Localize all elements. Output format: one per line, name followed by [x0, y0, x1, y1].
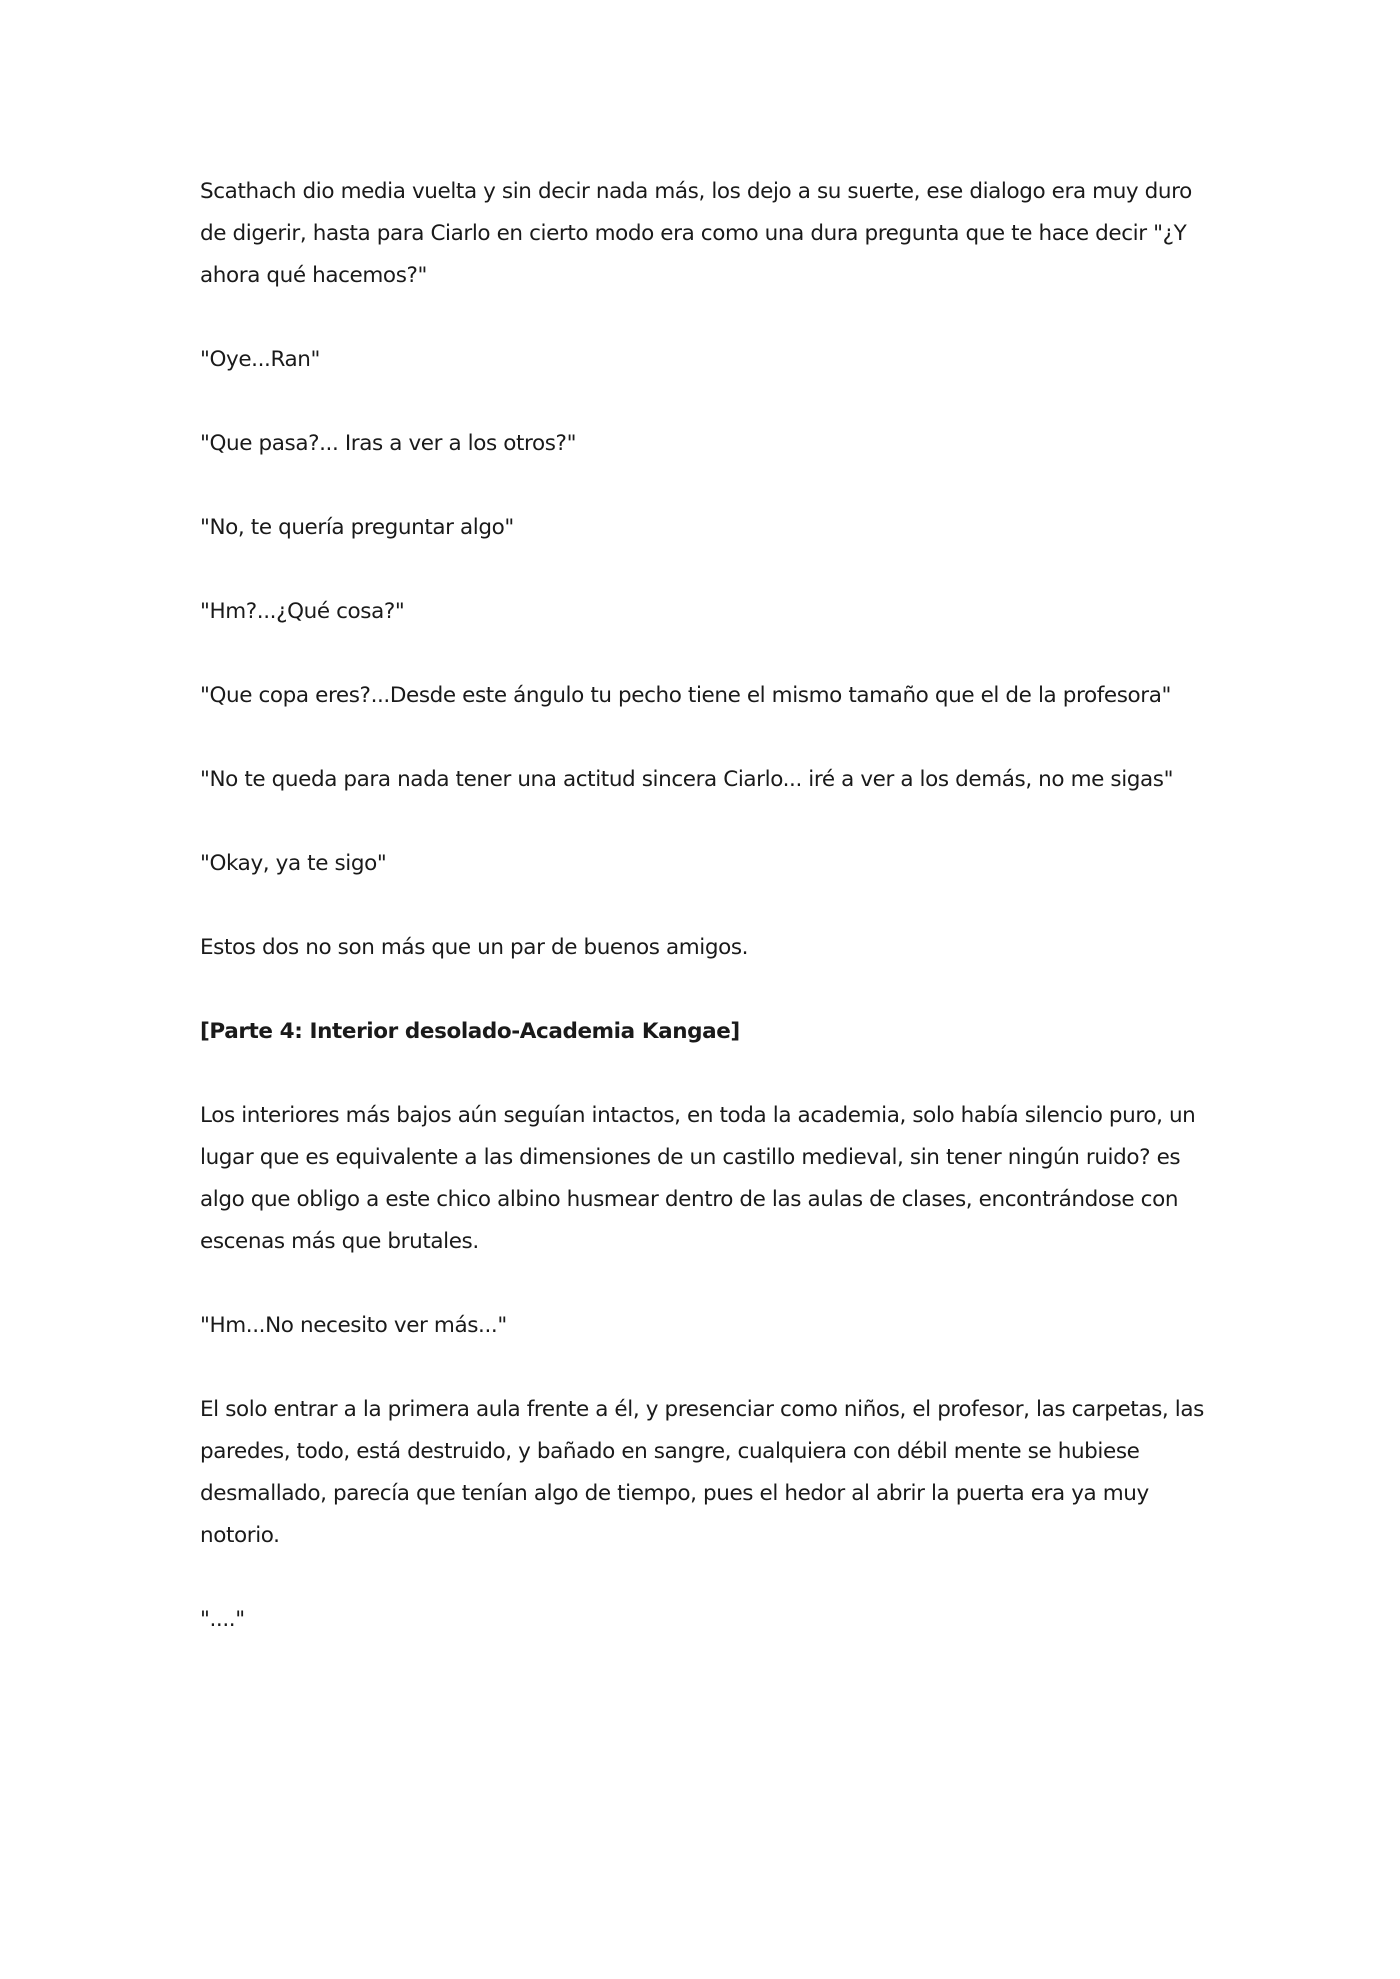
dialogue-line: "Okay, ya te sigo": [200, 851, 387, 876]
section-heading: [Parte 4: Interior desolado-Academia Kangae]: [200, 1019, 740, 1044]
dialogue-line: "No te queda para nada tener una actitud sincera Ciarlo... iré a ver a los demás, no me sigas": [200, 767, 1174, 792]
paragraph: Los interiores más bajos aún seguían intactos, en toda la academia, solo había silencio puro, un lugar que es equivalente a las dimensiones de un castillo medieval, sin tener ningún ruido? es algo que obligo a este chico albino husmear dentro de las aulas de clases, encontrándose con escenas más que brutales.: [200, 1103, 1196, 1254]
dialogue-line: "Que copa eres?...Desde este ángulo tu pecho tiene el mismo tamaño que el de la profesora": [200, 683, 1171, 708]
paragraph: Estos dos no son más que un par de buenos amigos.: [200, 935, 749, 960]
dialogue-line: "Que pasa?... Iras a ver a los otros?": [200, 431, 577, 456]
dialogue-line: "No, te quería preguntar algo": [200, 515, 514, 540]
document-body: [200, 171, 1210, 1683]
dialogue-line: "....": [200, 1607, 245, 1632]
paragraph: Scathach dio media vuelta y sin decir nada más, los dejo a su suerte, ese dialogo era muy duro de digerir, hasta para Ciarlo en cierto modo era como una dura pregunta que te hace decir "¿Y ahora qué hacemos?": [200, 179, 1192, 288]
paragraph: El solo entrar a la primera aula frente a él, y presenciar como niños, el profesor, las carpetas, las paredes, todo, está destruido, y bañado en sangre, cualquiera con débil mente se hubiese desmallado, parecía que tenían algo de tiempo, pues el hedor al abrir la puerta era ya muy notorio.: [200, 1397, 1204, 1548]
dialogue-line: "Oye...Ran": [200, 347, 321, 372]
dialogue-line: "Hm?...¿Qué cosa?": [200, 599, 405, 624]
dialogue-line: "Hm...No necesito ver más...": [200, 1313, 507, 1338]
